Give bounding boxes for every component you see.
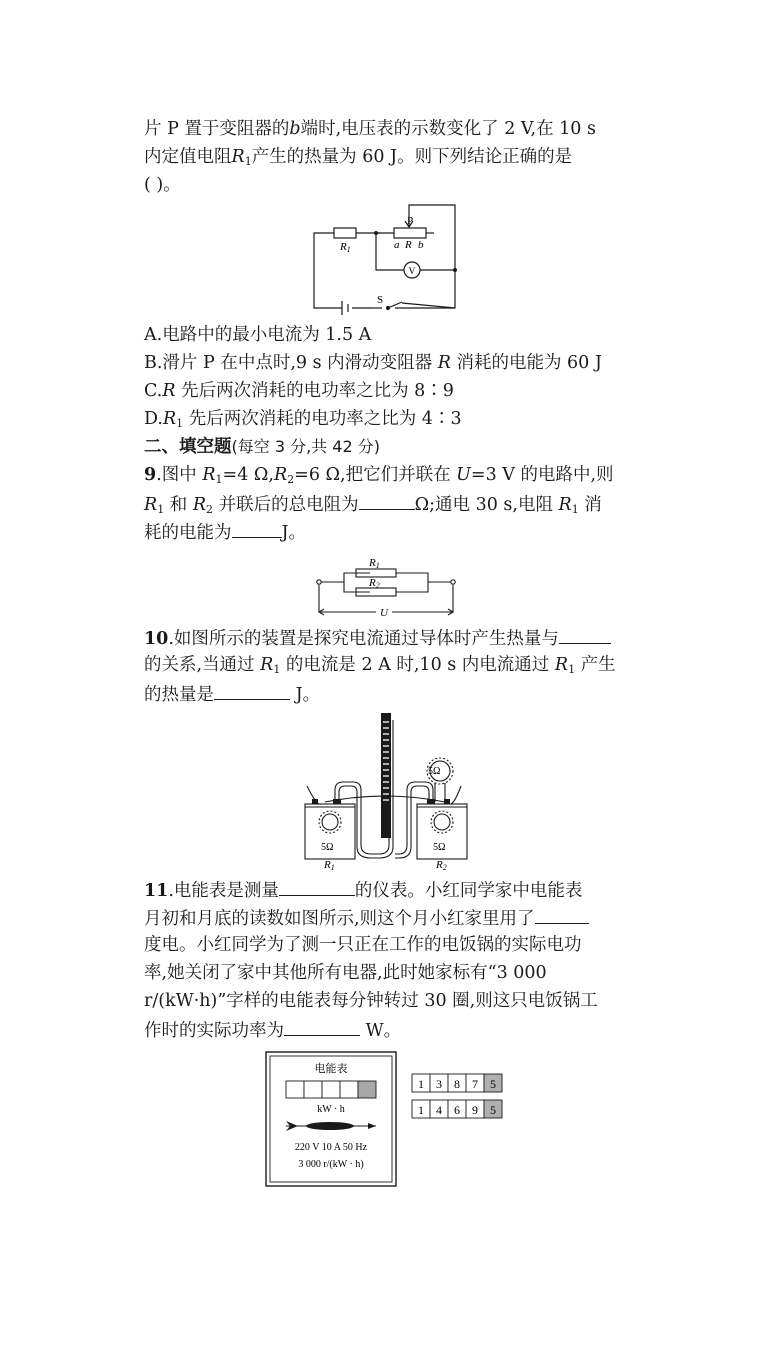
q8-line-2: 内定值电阻$R_1$产生的热量为 60 J。则下列结论正确的是 <box>144 147 573 168</box>
q8-line-1: 片 P 置于变阻器的b端时,电压表的示数变化了 2 V,在 10 s <box>144 119 596 139</box>
svg-text:R1: R1 <box>369 557 380 570</box>
reading2-digit-4: 9 <box>472 1103 478 1117</box>
meter-title: 电能表 <box>314 1063 348 1075</box>
q11-line-1: 11.电能表是测量 的仪表。小红同学家中电能表 <box>144 877 582 903</box>
q9-blank-2[interactable] <box>232 519 282 538</box>
q10-apparatus-diagram <box>295 710 475 870</box>
q11-line-2: 月初和月底的读数如图所示,则这个月小红家里用了 <box>144 905 589 931</box>
reading2-digit-5: 5 <box>490 1103 496 1117</box>
meter-readings <box>410 1072 510 1124</box>
q8-switch-label: S <box>377 294 384 306</box>
q10-right-resistor-label: 5Ω <box>433 842 446 853</box>
q9-parallel-diagram <box>312 552 462 622</box>
q10-blank-1[interactable] <box>559 625 611 644</box>
q11-blank-3[interactable] <box>284 1017 360 1036</box>
meter-spec-1: 220 V 10 A 50 Hz <box>294 1142 368 1153</box>
q11-blank-1[interactable] <box>279 877 355 896</box>
svg-text:R1: R1 <box>340 241 351 254</box>
q8-rheostat-b: b <box>418 239 424 251</box>
q10-top-resistor-label: 5Ω <box>428 766 441 777</box>
voltmeter-symbol: V <box>408 267 416 277</box>
q8-circuit-diagram <box>300 200 470 315</box>
q9-blank-1[interactable] <box>359 491 415 510</box>
q9-voltage-label: U <box>380 607 388 619</box>
q9-line-1: 9.图中 $R_1=4$ $\Omega,R_2=6$ Ω,把它们并联在 U=3 V 的电路中,则 <box>144 465 614 486</box>
q10-line-2: 的关系,当通过 $R_1$ 的电流是 2 A 时,10 s 内电流通过 $R_1$ 产生 <box>144 655 616 676</box>
q11-line-5: r/(kW·h)”字样的电能表每分钟转过 30 圈,则这只电饭锅工 <box>144 991 598 1011</box>
q8-rheostat-a: a <box>394 239 400 251</box>
reading1-digit-2: 3 <box>436 1077 442 1091</box>
q8-option-c: C.R 先后两次消耗的电功率之比为 8∶9 <box>144 381 454 401</box>
q8-option-d: $D.R_1$ 先后两次消耗的电功率之比为 4∶3 <box>144 409 462 430</box>
svg-text:R2: R2 <box>369 577 380 590</box>
svg-text:R1: R1 <box>324 859 335 870</box>
reading1-digit-4: 7 <box>472 1077 478 1091</box>
q8-slider-label: P <box>407 215 414 227</box>
q9-line-3: 耗的电能为 J。 <box>144 519 306 545</box>
electricity-meter <box>264 1050 404 1190</box>
reading1-digit-5: 5 <box>490 1077 496 1091</box>
reading1-digit-3: 8 <box>454 1077 460 1091</box>
q8-option-b: B.滑片 P 在中点时,9 s 内滑动变阻器 R 消耗的电能为 60 J <box>144 353 602 373</box>
meter-unit: kW · h <box>317 1104 345 1115</box>
q10-line-1: 10.如图所示的装置是探究电流通过导体时产生热量与 <box>144 625 611 651</box>
section-title: 二、填空题(每空 3 分,共 42 分) <box>144 437 380 457</box>
reading2-digit-1: 1 <box>418 1103 424 1117</box>
q8-rheostat-R: R <box>405 239 412 251</box>
q10-left-resistor-label: 5Ω <box>321 842 334 853</box>
meter-spec-2: 3 000 r/(kW · h) <box>298 1159 364 1170</box>
q11-line-6: 作时的实际功率为 W。 <box>144 1017 401 1043</box>
q10-line-3: 的热量是 J。 <box>144 681 320 707</box>
q9-line-2: $R_1$ 和 $R_2$ 并联后的总电阻为 Ω;通电 30 s,电阻 $R_1$ 消 <box>144 491 602 517</box>
reading2-digit-3: 6 <box>454 1103 460 1117</box>
q11-blank-2[interactable] <box>535 905 589 924</box>
q8-option-a: A.电路中的最小电流为 1.5 A <box>144 325 372 345</box>
q10-blank-2[interactable] <box>214 681 290 700</box>
q11-line-3: 度电。小红同学为了测一只正在工作的电饭锅的实际电功 <box>144 935 582 955</box>
reading2-digit-2: 4 <box>436 1103 442 1117</box>
svg-text:R2: R2 <box>436 859 447 870</box>
q8-line-3: ( )。 <box>144 175 181 195</box>
reading1-digit-1: 1 <box>418 1077 424 1091</box>
q11-line-4: 率,她关闭了家中其他所有电器,此时她家标有“3 000 <box>144 963 547 983</box>
